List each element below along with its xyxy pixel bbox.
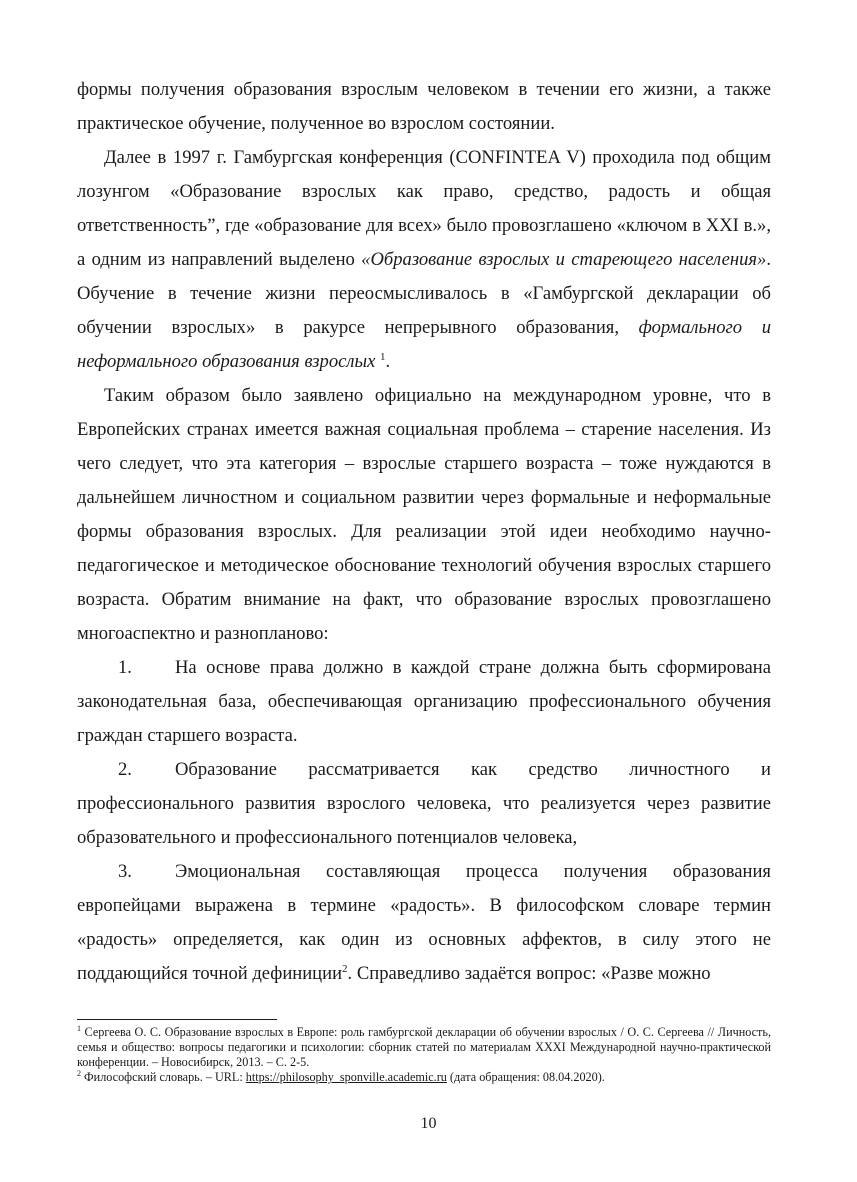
- body-text: [77, 73, 771, 991]
- footnote-separator: [77, 1019, 277, 1020]
- list-item-text-after: . Справедливо задаётся вопрос: «Разве можно: [347, 963, 711, 984]
- paragraph-2-text-end: .: [385, 351, 391, 372]
- list-item-2: [77, 753, 771, 855]
- paragraph-3: Таким образом было заявлено официально на международном уровне, что в Европейских странах имеется важная социальная проблема – старение населения. Из чего следует, что эта категория – взрослые старшего возраста – тоже нуждаются в дальнейшем личностном и социальном развитии через формальные и неформальные формы образования взрослых. Для реализации этой идеи необходимо научно-педагогическое и методическое обоснование технологий обучения взрослых старшего возраста. Обратим внимание на факт, что образование взрослых провозглашено многоаспектно и разнопланово:: [77, 385, 771, 644]
- footnote-text: Сергеева О. С. Образование взрослых в Европе: роль гамбургской декларации об обучении взрослых / О. С. Сергеева // Личность, семья и общество: вопросы педагогики и психологии: сборник статей по материалам XXXI Международной научно-практической конференции. – Новосибирск, 2013. – С. 2-5.: [77, 1025, 771, 1069]
- footnote-number: 2: [77, 1068, 81, 1078]
- list-number: 1.: [118, 657, 132, 678]
- list-number: 2.: [118, 759, 132, 780]
- paragraph-1: формы получения образования взрослым человеком в течении его жизни, а также практическое обучение, полученное во взрослом состоянии.: [77, 79, 771, 134]
- footnotes: [77, 1025, 771, 1085]
- paragraph-2-text-start: Далее в 1997 г. Гамбургская конференция (CONFINTEA V) проходила под общим лозунгом «Образование взрослых как право, средство, радость и общая ответственность”, где «образование для всех» было провозглашено «ключом в XXI в.», а одним из направлений выделено: [77, 147, 771, 270]
- list-item-1: [77, 651, 771, 753]
- paragraph-2: [77, 141, 771, 379]
- list-item-text: Образование рассматривается как средство личностного и профессионального развития взрослого человека, что реализуется через развитие образовательного и профессионального потенциалов человека,: [77, 759, 771, 848]
- footnote-text-after: (дата обращения: 08.04.2020).: [446, 1070, 605, 1084]
- list-item-text: Эмоциональная составляющая процесса получения образования европейцами выражена в термине «радость». В философском словаре термин «радость» определяется, как один из основных аффектов, в силу этого не поддающийся точной дефиниции: [77, 861, 771, 984]
- footnote-ref-1[interactable]: 1: [379, 350, 386, 363]
- footnote-text: Философский словарь. – URL:: [81, 1070, 246, 1084]
- footnote-number: 1: [77, 1023, 81, 1033]
- paragraph-2-italic-1: «Образование взрослых и стареющего населения»: [361, 249, 767, 270]
- page-number: 10: [420, 1115, 437, 1132]
- footnote-link[interactable]: https://philosophy_sponville.academic.ru: [245, 1070, 447, 1084]
- footnote-2: [77, 1070, 771, 1085]
- paragraph-2-text-mid: . Обучение в течение жизни переосмысливалось в «Гамбургской декларации об обучении взрослых» в ракурсе непрерывного образования,: [77, 249, 772, 338]
- list-number: 3.: [118, 861, 132, 882]
- paragraph-2-italic-2: формального и неформального образования взрослых: [77, 317, 771, 372]
- footnote-1: [77, 1025, 771, 1070]
- footnote-ref-2[interactable]: 2: [342, 962, 348, 975]
- list-item-text: На основе права должно в каждой стране должна быть сформирована законодательная база, обеспечивающая организацию профессионального обучения граждан старшего возраста.: [77, 657, 771, 746]
- list-item-3: [77, 855, 771, 991]
